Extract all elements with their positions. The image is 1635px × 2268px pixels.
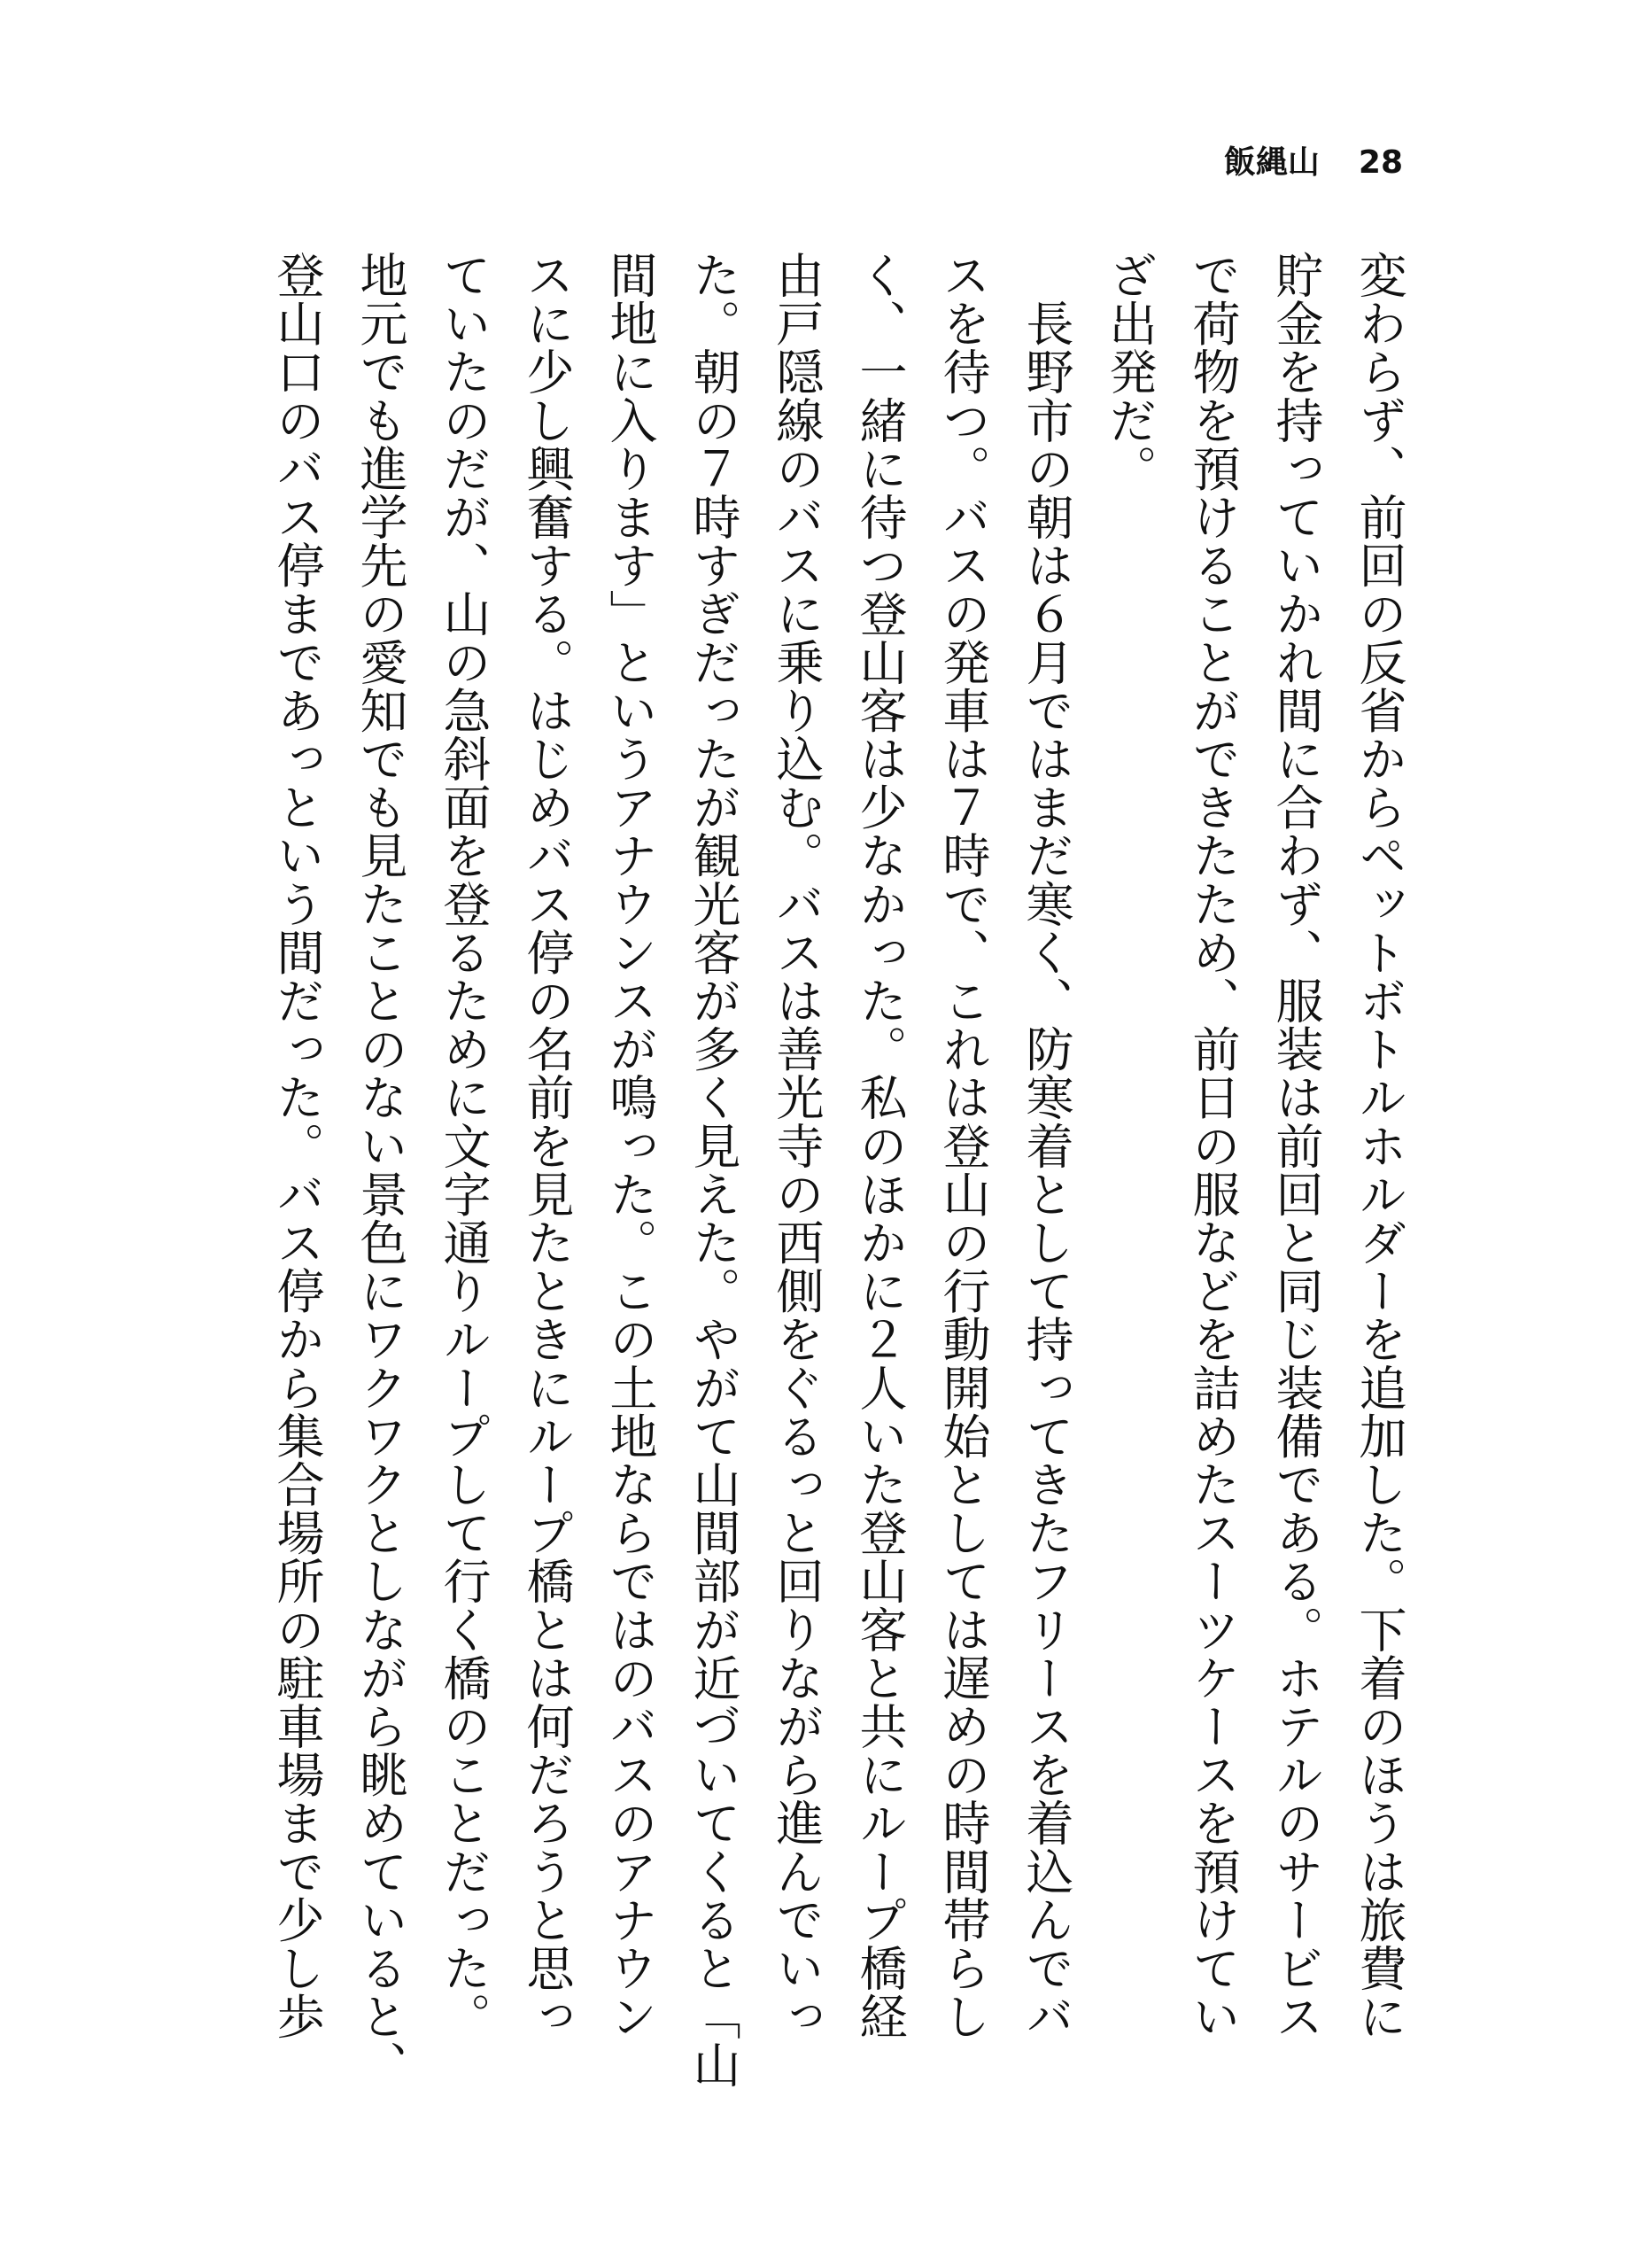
chapter-title: 飯縄山 — [1223, 144, 1320, 181]
text-column: ていたのだが、山の急斜面を登るために文字通りループして行く橋のことだった。 — [436, 251, 492, 2041]
text-column: 貯金を持っていかれ間に合わず、服装は前回と同じ装備である。ホテルのサービス — [1268, 251, 1324, 2041]
text-column: 長野市の朝は６月ではまだ寒く、防寒着として持ってきたフリースを着込んでバ — [1019, 251, 1074, 2041]
text-column: ざ出発だ。 — [1102, 251, 1158, 493]
text-column: 地元でも進学先の愛知でも見たことのない景色にワクワクとしながら眺めていると、 — [353, 251, 408, 2089]
vertical-body-text — [255, 251, 1421, 2089]
text-column: 間地に入ります」というアナウンスが鳴った。この土地ならではのバスのアナウン — [602, 251, 658, 2041]
page-number: 28 — [1358, 144, 1403, 181]
text-column: スを待つ。バスの発車は７時で、これは登山の行動開始としては遅めの時間帯らし — [935, 251, 991, 2041]
text-column: た。朝の７時すぎだったが観光客が多く見えた。やがて山間部が近づいてくると「山 — [686, 251, 741, 2089]
text-column: 変わらず、前回の反省からペットボトルホルダーを追加した。下着のほうは旅費に — [1352, 251, 1407, 2041]
text-column: 由戸隠線のバスに乗り込む。バスは善光寺の西側をぐるっと回りながら進んでいっ — [769, 251, 825, 2041]
text-column: スに少し興奮する。はじめバス停の名前を見たときにループ橋とは何だろうと思っ — [519, 251, 575, 2041]
text-column: で荷物を預けることができたため、前日の服などを詰めたスーツケースを預けてい — [1185, 251, 1241, 2041]
text-column: く、一緒に待つ登山客は少なかった。私のほかに２人いた登山客と共にループ橋経 — [852, 251, 908, 2041]
running-header — [1224, 142, 1403, 184]
text-column: 登山口のバス停まであっという間だった。バス停から集合場所の駐車場まで少し歩 — [269, 251, 325, 2041]
